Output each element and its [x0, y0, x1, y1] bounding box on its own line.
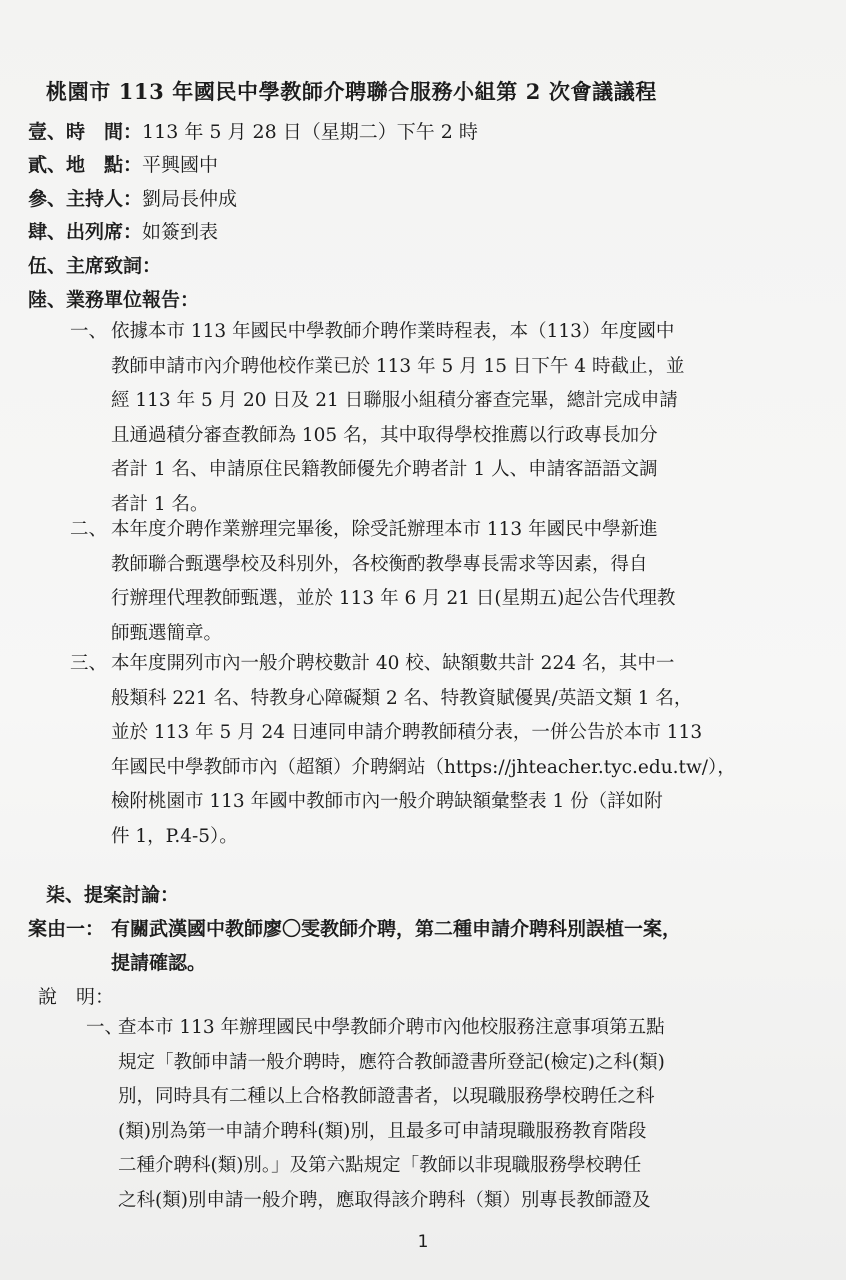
meeting-location-row — [28, 150, 218, 177]
unit-report-row — [28, 285, 199, 312]
item-label: 貳、地 點： — [28, 154, 143, 176]
item-number: 三、 — [70, 653, 108, 674]
text-line: 查本市 113 年辦理國民中學教師介聘市內他校服務注意事項第五點 — [118, 1017, 665, 1038]
meeting-chair-row — [28, 184, 237, 211]
item-label: 伍、主席致詞： — [28, 255, 162, 277]
item-label: 肆、出列席： — [28, 221, 143, 243]
text-line: 教師申請市內介聘他校作業已於 113 年 5 月 15 日下午 4 時截止，並 — [111, 355, 685, 377]
item-label: 壹、時 間： — [28, 121, 143, 143]
text-line: 別，同時具有二種以上合格教師證書者，以現職服務學校聘任之科 — [118, 1086, 655, 1107]
text-line: 本年度開列市內一般介聘校數計 40 校、缺額數共計 224 名，其中一 — [111, 653, 675, 674]
item-value: 如簽到表 — [142, 221, 219, 243]
attendees-row — [28, 217, 218, 244]
text-line: 件 1，P.4-5）。 — [111, 825, 238, 847]
item-label: 陸、業務單位報告： — [28, 289, 200, 311]
text-line: 年國民中學教師市內（超額）介聘網站（https://jhteacher.tyc.edu.tw/）， — [111, 756, 736, 778]
item-number: 一、 — [70, 321, 108, 342]
case-label: 案由一： — [28, 918, 105, 940]
text-line: 並於 113 年 5 月 24 日連同申請介聘教師積分表，一併公告於本市 113 — [111, 722, 703, 743]
case-text-line: 提請確認。 — [111, 952, 207, 974]
text-line: 師甄選簡章。 — [111, 622, 223, 644]
item-number: 一、 — [86, 1017, 124, 1038]
proposal-heading: 柒、提案討論： — [46, 884, 180, 906]
text-line: 依據本市 113 年國民中學教師介聘作業時程表，本（113）年度國中 — [111, 321, 675, 342]
text-line: 經 113 年 5 月 20 日及 21 日聯服小組積分審查完畢，總計完成申請 — [111, 390, 678, 411]
text-line: 規定「教師申請一般介聘時，應符合教師證書所登記(檢定)之科(類) — [118, 1051, 665, 1073]
text-line: 行辦理代理教師甄選，並於 113 年 6 月 21 日(星期五)起公告代理教 — [111, 588, 676, 609]
page-number: 1 — [417, 1232, 429, 1252]
text-line: 檢附桃園市 113 年國中教師市內一般介聘缺額彙整表 1 份（詳如附 — [111, 791, 663, 812]
text-line: 者計 1 名。 — [111, 493, 209, 515]
text-line: 者計 1 名、申請原住民籍教師優先介聘者計 1 人、申請客語語文調 — [111, 459, 658, 480]
item-label: 參、主持人： — [28, 188, 143, 210]
text-line: 且通過積分審查教師為 105 名，其中取得學校推薦以行政專長加分 — [111, 424, 658, 446]
text-line: 教師聯合甄選學校及科別外，各校衡酌教學專長需求等因素，得自 — [111, 553, 648, 575]
text-line: (類)別為第一申請介聘科(類)別，且最多可申請現職服務教育階段 — [118, 1120, 647, 1142]
text-line: 二種介聘科(類)別。」及第六點規定「教師以非現職服務學校聘任 — [118, 1155, 642, 1176]
explanation-label: 說 明： — [38, 986, 115, 1008]
text-line: 之科(類)別申請一般介聘，應取得該介聘科（類）別專長教師證及 — [118, 1189, 651, 1211]
meeting-time-row — [28, 117, 478, 144]
item-value: 劉局長仲成 — [142, 188, 238, 210]
text-line: 本年度介聘作業辦理完畢後，除受託辦理本市 113 年國民中學新進 — [111, 519, 658, 540]
chair-speech-row — [28, 251, 161, 278]
document-title: 桃園市 113 年國民中學教師介聘聯合服務小組第 2 次會議議程 — [46, 79, 657, 104]
case-text-line: 有關武漢國中教師廖〇雯教師介聘，第二種申請介聘科別誤植一案， — [111, 918, 682, 940]
text-line: 般類科 221 名、特教身心障礙類 2 名、特教資賦優異/英語文類 1 名， — [111, 687, 693, 709]
item-number: 二、 — [70, 519, 108, 540]
item-value: 平興國中 — [142, 154, 219, 176]
item-value: 113 年 5 月 28 日（星期二）下午 2 時 — [142, 121, 478, 143]
